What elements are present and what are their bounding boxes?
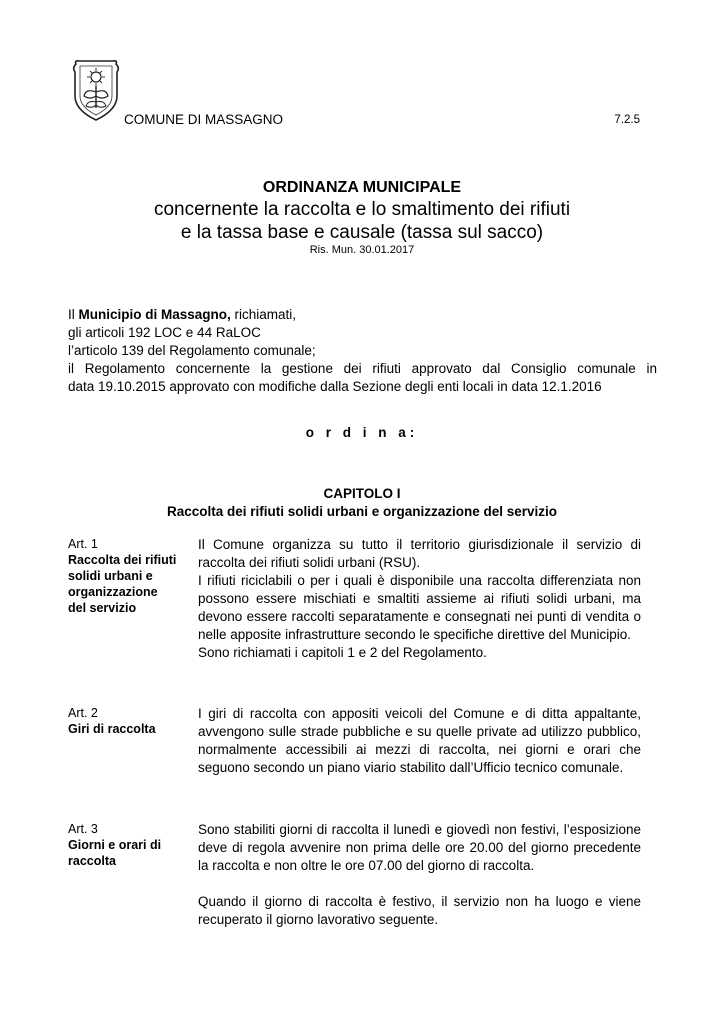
preamble-suffix: richiamati,	[230, 307, 297, 322]
preamble	[68, 306, 657, 396]
article-label	[68, 705, 178, 737]
preamble-authority: Municipio di Massagno,	[78, 307, 231, 322]
ordina-heading: o r d i n a:	[305, 425, 419, 440]
article-body	[198, 821, 641, 929]
article-paragraph: Sono richiamati i capitoli 1 e 2 del Regolamento.	[198, 645, 487, 660]
preamble-line: gli articoli 192 LOC e 44 RaLOC	[68, 325, 261, 340]
preamble-line-1	[68, 306, 657, 324]
article-heading: Giri di raccolta	[68, 722, 156, 736]
article-paragraph: Quando il giorno di raccolta è festivo, il servizio non ha luogo e viene recuperato il giorno lavorativo seguente.	[198, 894, 641, 927]
preamble-line: data 19.10.2015 approvato con modifiche dalla Sezione degli enti locali in data 12.1.2016	[68, 379, 602, 394]
resolution-reference: Ris. Mun. 30.01.2017	[309, 244, 415, 256]
document-subtitle-line-1: concernente la raccolta e lo smaltimento dei rifiuti	[153, 199, 571, 220]
article-body	[198, 536, 641, 662]
document-code: 7.2.5	[614, 114, 640, 126]
municipal-crest-icon	[70, 58, 122, 122]
municipality-name: COMUNE DI MASSAGNO	[124, 112, 284, 127]
article-number: Art. 2	[68, 706, 98, 720]
article-heading: Raccolta dei rifiuti solidi urbani e organizzazione del servizio	[68, 553, 177, 615]
document-title: ORDINANZA MUNICIPALE	[262, 179, 462, 196]
article-number: Art. 3	[68, 822, 98, 836]
preamble-line: il Regolamento concernente la gestione dei rifiuti approvato dal Consiglio comunale in	[68, 361, 657, 376]
preamble-prefix: Il	[68, 307, 79, 322]
article-paragraph: Sono stabiliti giorni di raccolta il lunedì e giovedì non festivi, l’esposizione deve di regola avvenire non prima delle ore 20.00 del giorno precedente la raccolta e non oltre le ore 07.00 del giorno di raccolta.	[198, 822, 641, 873]
chapter-subtitle: Raccolta dei rifiuti solidi urbani e organizzazione del servizio	[166, 504, 558, 519]
article-number: Art. 1	[68, 537, 98, 551]
article-label	[68, 536, 178, 616]
article-paragraph: I rifiuti riciclabili o per i quali è disponibile una raccolta differenziata non possono essere mischiati e smaltiti assieme ai rifiuti solidi urbani, ma devono essere raccolti separatamente e consegnati nei punti di vendita o nelle apposite infrastrutture secondo le specifiche direttive del Municipio.	[198, 573, 641, 642]
chapter-title: CAPITOLO I	[323, 486, 401, 501]
article-paragraph: I giri di raccolta con appositi veicoli del Comune e di ditta appaltante, avvengono sulle strade pubbliche e su quelle private ad utilizzo pubblico, normalmente accessibili ai mezzi di raccolta, nei giorni e orari che seguono secondo un piano viario stabilito dall’Ufficio tecnico comunale.	[198, 706, 641, 775]
article-label	[68, 821, 178, 869]
preamble-line: l’articolo 139 del Regolamento comunale;	[68, 343, 316, 358]
document-subtitle-line-2: e la tassa base e causale (tassa sul sacco)	[180, 222, 544, 243]
article-heading: Giorni e orari di raccolta	[68, 838, 162, 868]
article-body	[198, 705, 641, 777]
article-paragraph: Il Comune organizza su tutto il territorio giurisdizionale il servizio di raccolta dei rifiuti solidi urbani (RSU).	[198, 537, 641, 570]
